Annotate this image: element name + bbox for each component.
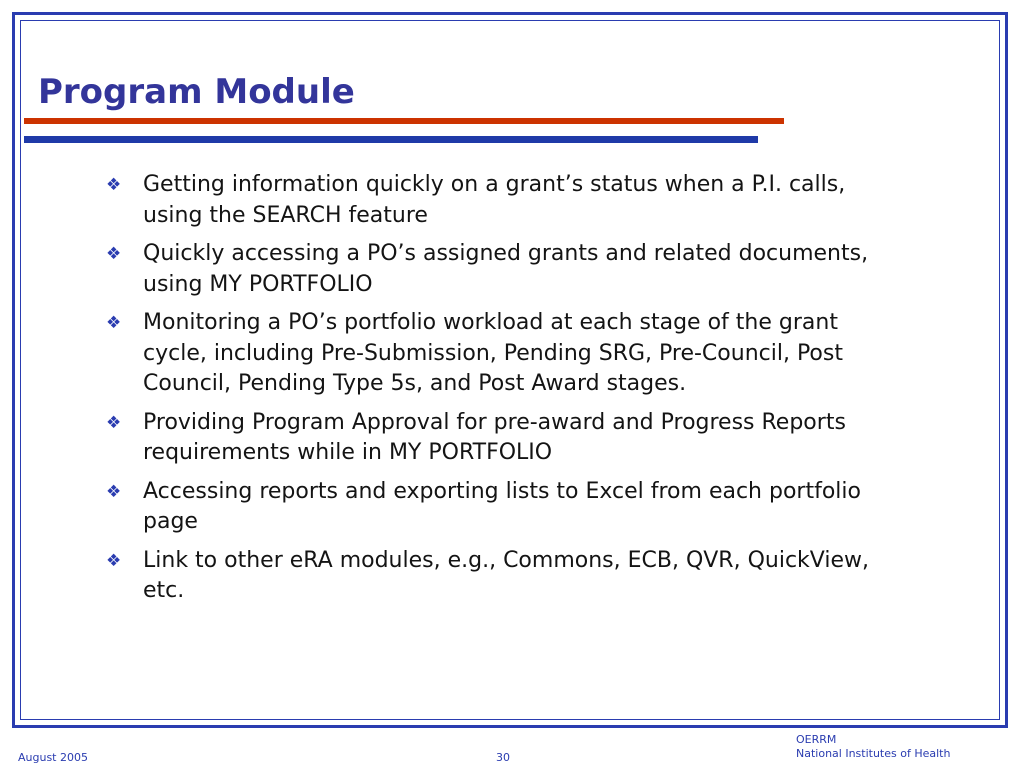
- diamond-bullet-icon: ❖: [106, 481, 122, 502]
- bullet-item: [106, 308, 906, 400]
- bullet-item: [106, 170, 906, 231]
- footer-organization: [796, 733, 950, 761]
- footer-date: August 2005: [18, 751, 88, 764]
- diamond-bullet-icon: ❖: [106, 313, 122, 333]
- bullet-text: Quickly accessing a PO’s assigned grants and related documents, using MY PORTFOLIO: [143, 241, 869, 297]
- bullet-item: [106, 546, 906, 607]
- diamond-bullet-icon: ❖: [106, 175, 122, 195]
- bullet-text: Providing Program Approval for pre-award and Progress Reports requirements while in MY PORTFOLIO: [143, 409, 846, 465]
- bullet-text: Accessing reports and exporting lists to Excel from each portfolio page: [143, 478, 861, 534]
- bullet-item: [106, 477, 906, 538]
- bullet-text: Monitoring a PO’s portfolio workload at each stage of the grant cycle, including Pre-Submission, Pending SRG, Pre-Council, Post Council, Pending Type 5s, and Post Award stages.: [143, 310, 843, 396]
- diamond-bullet-icon: ❖: [106, 244, 122, 264]
- slide-title: Program Module: [38, 72, 355, 112]
- footer-org-name: National Institutes of Health: [796, 747, 951, 760]
- bullet-text: Link to other eRA modules, e.g., Commons, ECB, QVR, QuickView, etc.: [143, 547, 869, 603]
- bullet-item: [106, 408, 906, 469]
- bullet-item: [106, 239, 906, 300]
- bullet-list: [106, 170, 906, 615]
- footer-page-number: 30: [496, 751, 510, 764]
- title-rule-red: [24, 118, 784, 124]
- title-rule-blue: [24, 136, 758, 143]
- diamond-bullet-icon: ❖: [106, 550, 122, 571]
- footer-org-acronym: OERRM: [796, 733, 837, 746]
- bullet-text: Getting information quickly on a grant’s status when a P.I. calls, using the SEARCH feature: [143, 172, 846, 228]
- diamond-bullet-icon: ❖: [106, 412, 122, 433]
